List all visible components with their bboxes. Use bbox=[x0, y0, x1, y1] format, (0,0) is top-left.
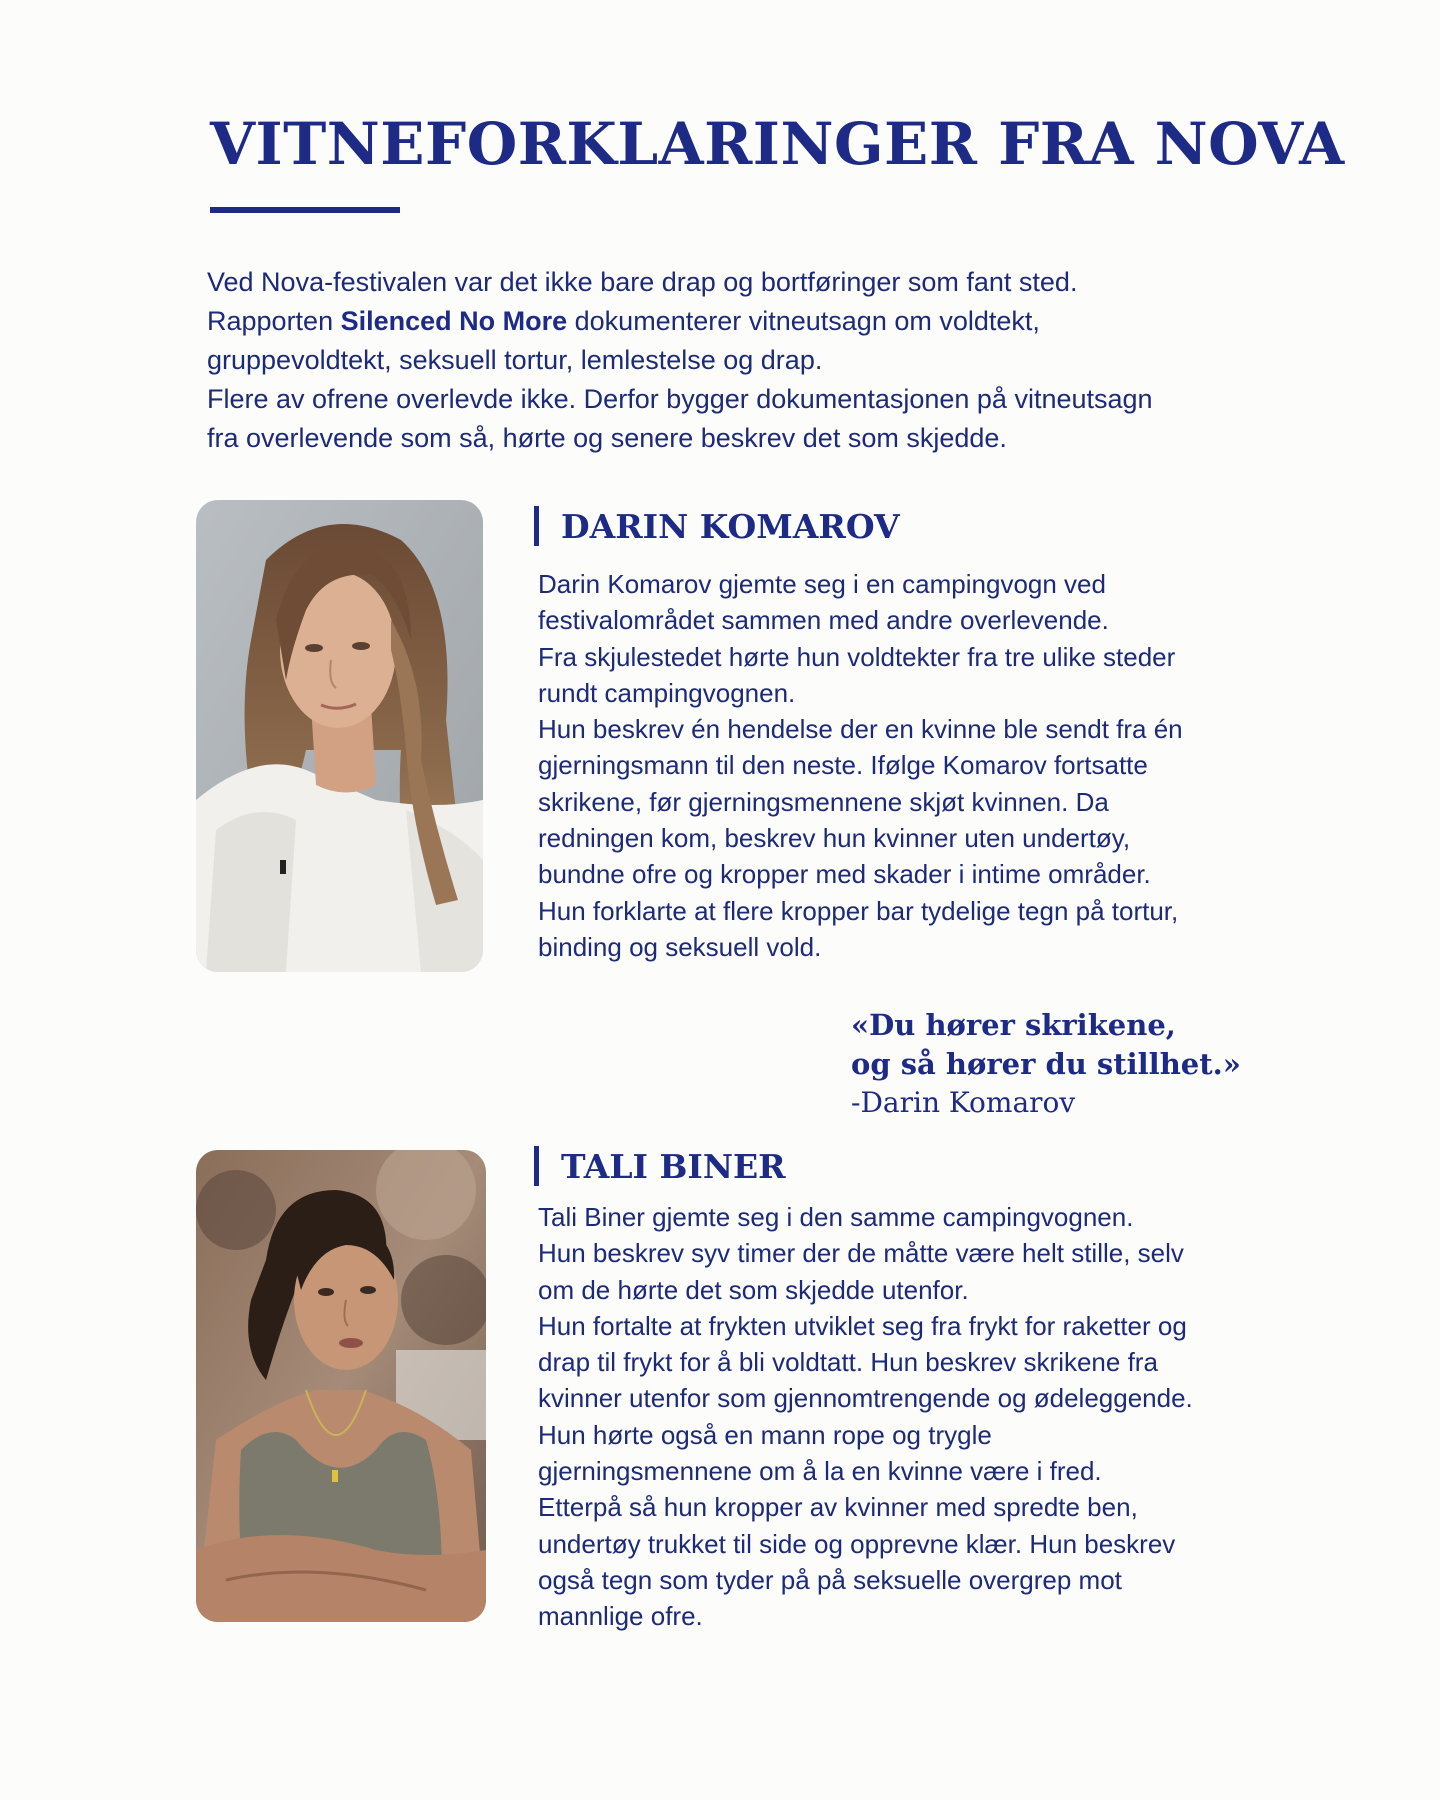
intro-line: gruppevoldtekt, seksuell tortur, lemlestelse og drap. bbox=[207, 345, 823, 375]
intro-text: Rapporten bbox=[207, 306, 341, 336]
statement-line: Etterpå så hun kropper av kvinner med spredte ben, bbox=[538, 1492, 1138, 1523]
intro-line bbox=[207, 302, 1297, 341]
report-title: Silenced No More bbox=[340, 306, 568, 336]
statement-line: Hun beskrev syv timer der de måtte være helt stille, selv bbox=[538, 1238, 1184, 1269]
statement-line: binding og seksuell vold. bbox=[538, 931, 822, 962]
statement-line: gjerningsmann til den neste. Ifølge Komarov fortsatte bbox=[538, 750, 1148, 781]
statement-line: skrikene, før gjerningsmennene skjøt kvinnen. Da bbox=[538, 786, 1109, 817]
quote-line: og så hører du stillhet.» bbox=[851, 1047, 1241, 1081]
quote-line: «Du hører skrikene, bbox=[851, 1008, 1176, 1042]
witness-statement-darin-komarov bbox=[538, 566, 1298, 965]
pull-quote bbox=[851, 1006, 1271, 1122]
intro-line: fra overlevende som så, hørte og senere beskrev det som skjedde. bbox=[207, 423, 1007, 453]
statement-line: bundne ofre og kropper med skader i intime områder. bbox=[538, 859, 1151, 890]
statement-line: også tegn som tyder på på seksuelle overgrep mot bbox=[538, 1564, 1122, 1595]
statement-line: Darin Komarov gjemte seg i en campingvogn ved bbox=[538, 569, 1106, 599]
witness-heading-darin-komarov bbox=[534, 506, 900, 546]
page-title: VITNEFORKLARINGER FRA NOVA bbox=[210, 110, 1345, 178]
witness-heading-tali-biner bbox=[534, 1146, 786, 1186]
statement-line: Hun hørte også en mann rope og trygle bbox=[538, 1419, 992, 1450]
witness-name: TALI BINER bbox=[561, 1146, 786, 1186]
witness-statement-tali-biner bbox=[538, 1199, 1298, 1635]
statement-line: drap til frykt for å bli voldtatt. Hun beskrev skrikene fra bbox=[538, 1347, 1158, 1378]
witness-photo-darin-komarov bbox=[196, 500, 483, 972]
intro-text: dokumenterer vitneutsagn om voldtekt, bbox=[567, 306, 1040, 336]
statement-line: festivalområdet sammen med andre overlevende. bbox=[538, 605, 1109, 636]
witness-photo-tali-biner bbox=[196, 1150, 486, 1622]
intro-line: Flere av ofrene overlevde ikke. Derfor bygger dokumentasjonen på vitneutsagn bbox=[207, 384, 1153, 414]
statement-line: undertøy trukket til side og opprevne klær. Hun beskrev bbox=[538, 1528, 1176, 1559]
statement-line: Tali Biner gjemte seg i den samme campingvognen. bbox=[538, 1202, 1134, 1232]
heading-bar bbox=[534, 506, 539, 546]
heading-bar bbox=[534, 1146, 539, 1186]
title-underline bbox=[210, 207, 400, 213]
statement-line: redningen kom, beskrev hun kvinner uten undertøy, bbox=[538, 823, 1131, 854]
quote-attribution: -Darin Komarov bbox=[851, 1086, 1076, 1119]
statement-line: Hun fortalte at frykten utviklet seg fra frykt for raketter og bbox=[538, 1310, 1187, 1341]
portrait-image bbox=[196, 500, 483, 972]
statement-line: kvinner utenfor som gjennomtrengende og ødeleggende. bbox=[538, 1383, 1193, 1414]
statement-line: Hun forklarte at flere kropper bar tydelige tegn på tortur, bbox=[538, 895, 1179, 926]
intro-paragraph bbox=[207, 263, 1297, 458]
portrait-image bbox=[196, 1150, 486, 1622]
statement-line: rundt campingvognen. bbox=[538, 677, 796, 708]
intro-line: Ved Nova-festivalen var det ikke bare drap og bortføringer som fant sted. bbox=[207, 267, 1078, 297]
statement-line: Hun beskrev én hendelse der en kvinne ble sendt fra én bbox=[538, 714, 1183, 745]
statement-line: mannlige ofre. bbox=[538, 1601, 703, 1632]
witness-name: DARIN KOMAROV bbox=[561, 506, 900, 546]
statement-line: gjerningsmennene om å la en kvinne være i fred. bbox=[538, 1456, 1102, 1487]
statement-line: Fra skjulestedet hørte hun voldtekter fra tre ulike steder bbox=[538, 641, 1176, 672]
statement-line: om de hørte det som skjedde utenfor. bbox=[538, 1274, 969, 1305]
